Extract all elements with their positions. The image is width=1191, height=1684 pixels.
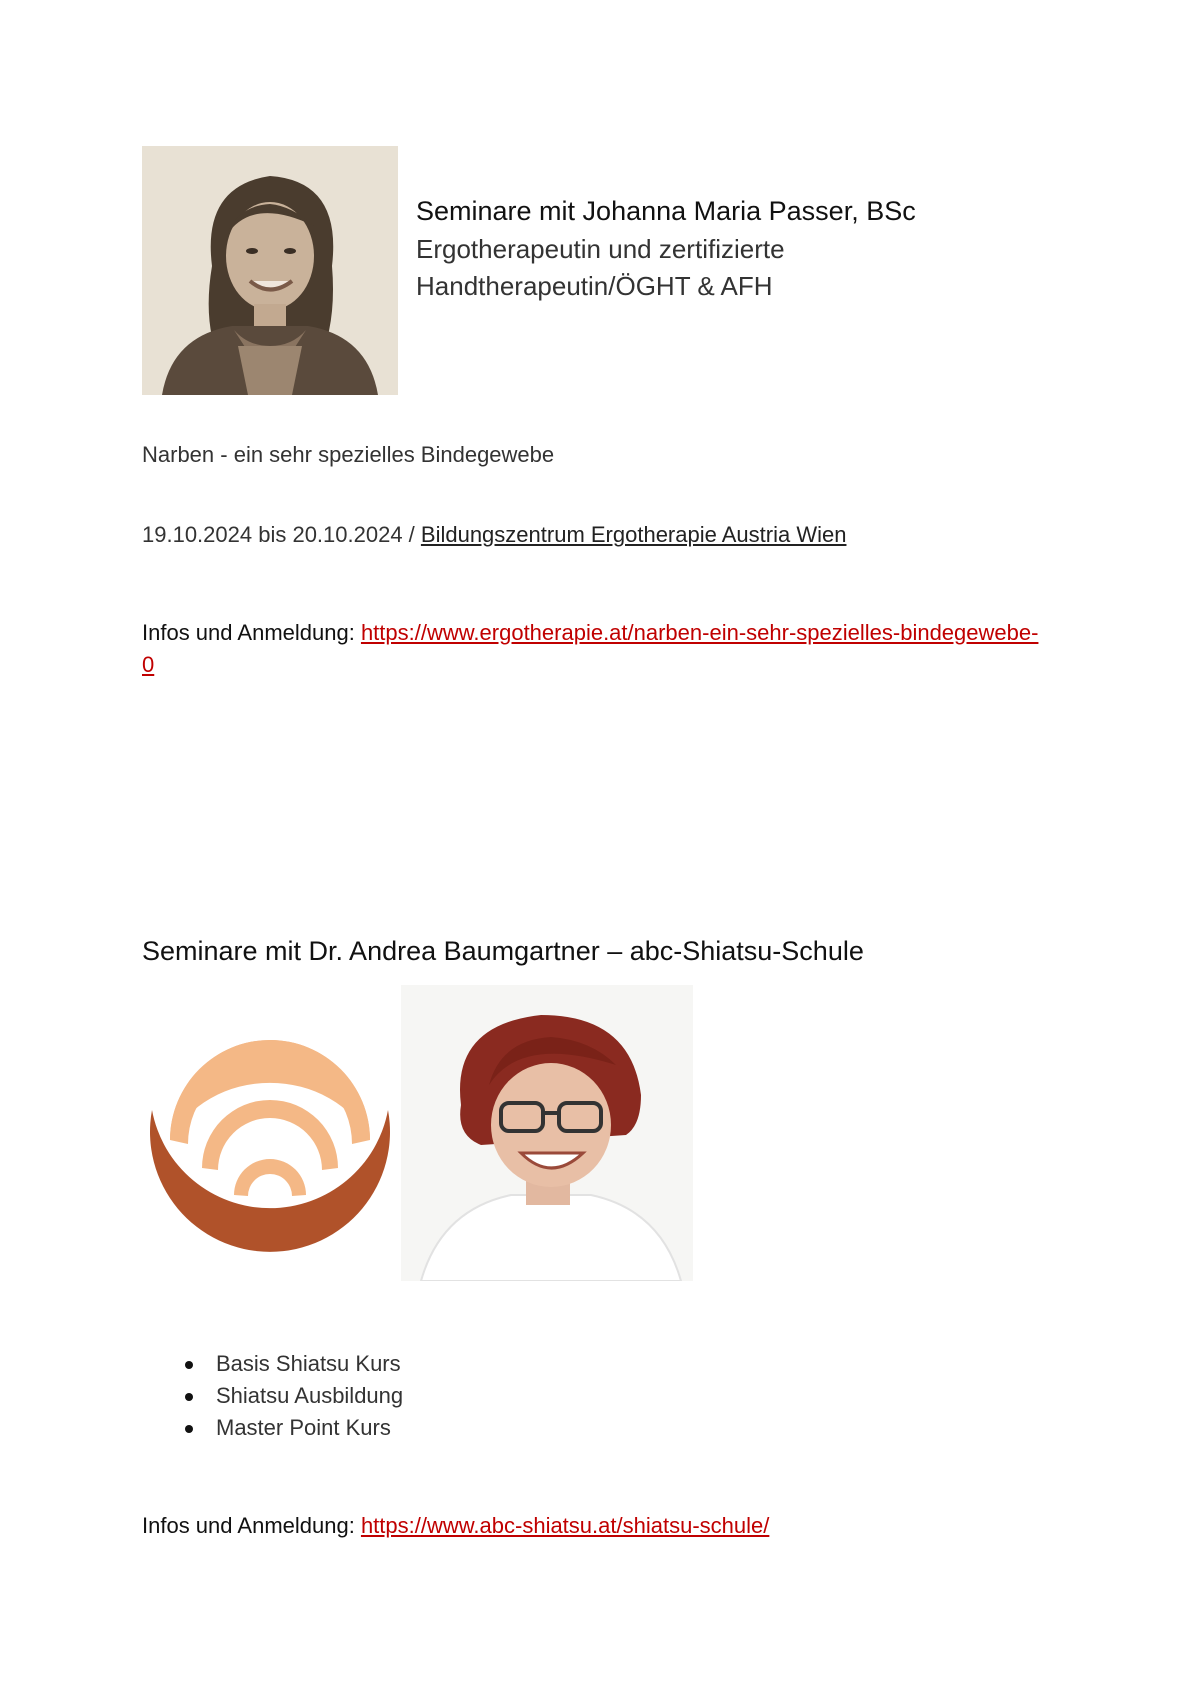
portrait-andrea-baumgartner — [401, 985, 693, 1281]
course-date: 19.10.2024 bis 20.10.2024 / — [142, 522, 421, 547]
section2-info — [142, 1510, 769, 1542]
list-item: Master Point Kurs — [216, 1412, 403, 1444]
abc-shiatsu-logo — [142, 1020, 398, 1280]
list-item: Shiatsu Ausbildung — [216, 1380, 403, 1412]
venue-link[interactable]: Bildungszentrum Ergotherapie Austria Wien — [420, 522, 847, 547]
section1-subtitle-line1: Ergotherapeutin und zertifizierte — [416, 234, 785, 264]
course-title: Narben - ein sehr spezielles Bindegewebe — [142, 442, 555, 467]
section1-title: Seminare mit Johanna Maria Passer, BSc — [416, 196, 916, 226]
course-date-line — [142, 522, 846, 548]
ergotherapie-link[interactable]: https://www.ergotherapie.at/narben-ein-sehr-spezielles-bindegewebe-0 — [142, 620, 1039, 677]
info-label: Infos und Anmeldung: — [142, 1513, 361, 1538]
abc-shiatsu-link[interactable]: https://www.abc-shiatsu.at/shiatsu-schule/ — [360, 1513, 770, 1538]
portrait-johanna-passer — [142, 146, 398, 395]
info-label: Infos und Anmeldung: — [142, 620, 361, 645]
list-item: Basis Shiatsu Kurs — [216, 1348, 403, 1380]
section1-info — [142, 617, 1042, 681]
shiatsu-course-list — [176, 1348, 403, 1444]
section2-title: Seminare mit Dr. Andrea Baumgartner – abc-Shiatsu-Schule — [142, 936, 864, 966]
section1-subtitle-line2: Handtherapeutin/ÖGHT & AFH — [416, 271, 773, 301]
